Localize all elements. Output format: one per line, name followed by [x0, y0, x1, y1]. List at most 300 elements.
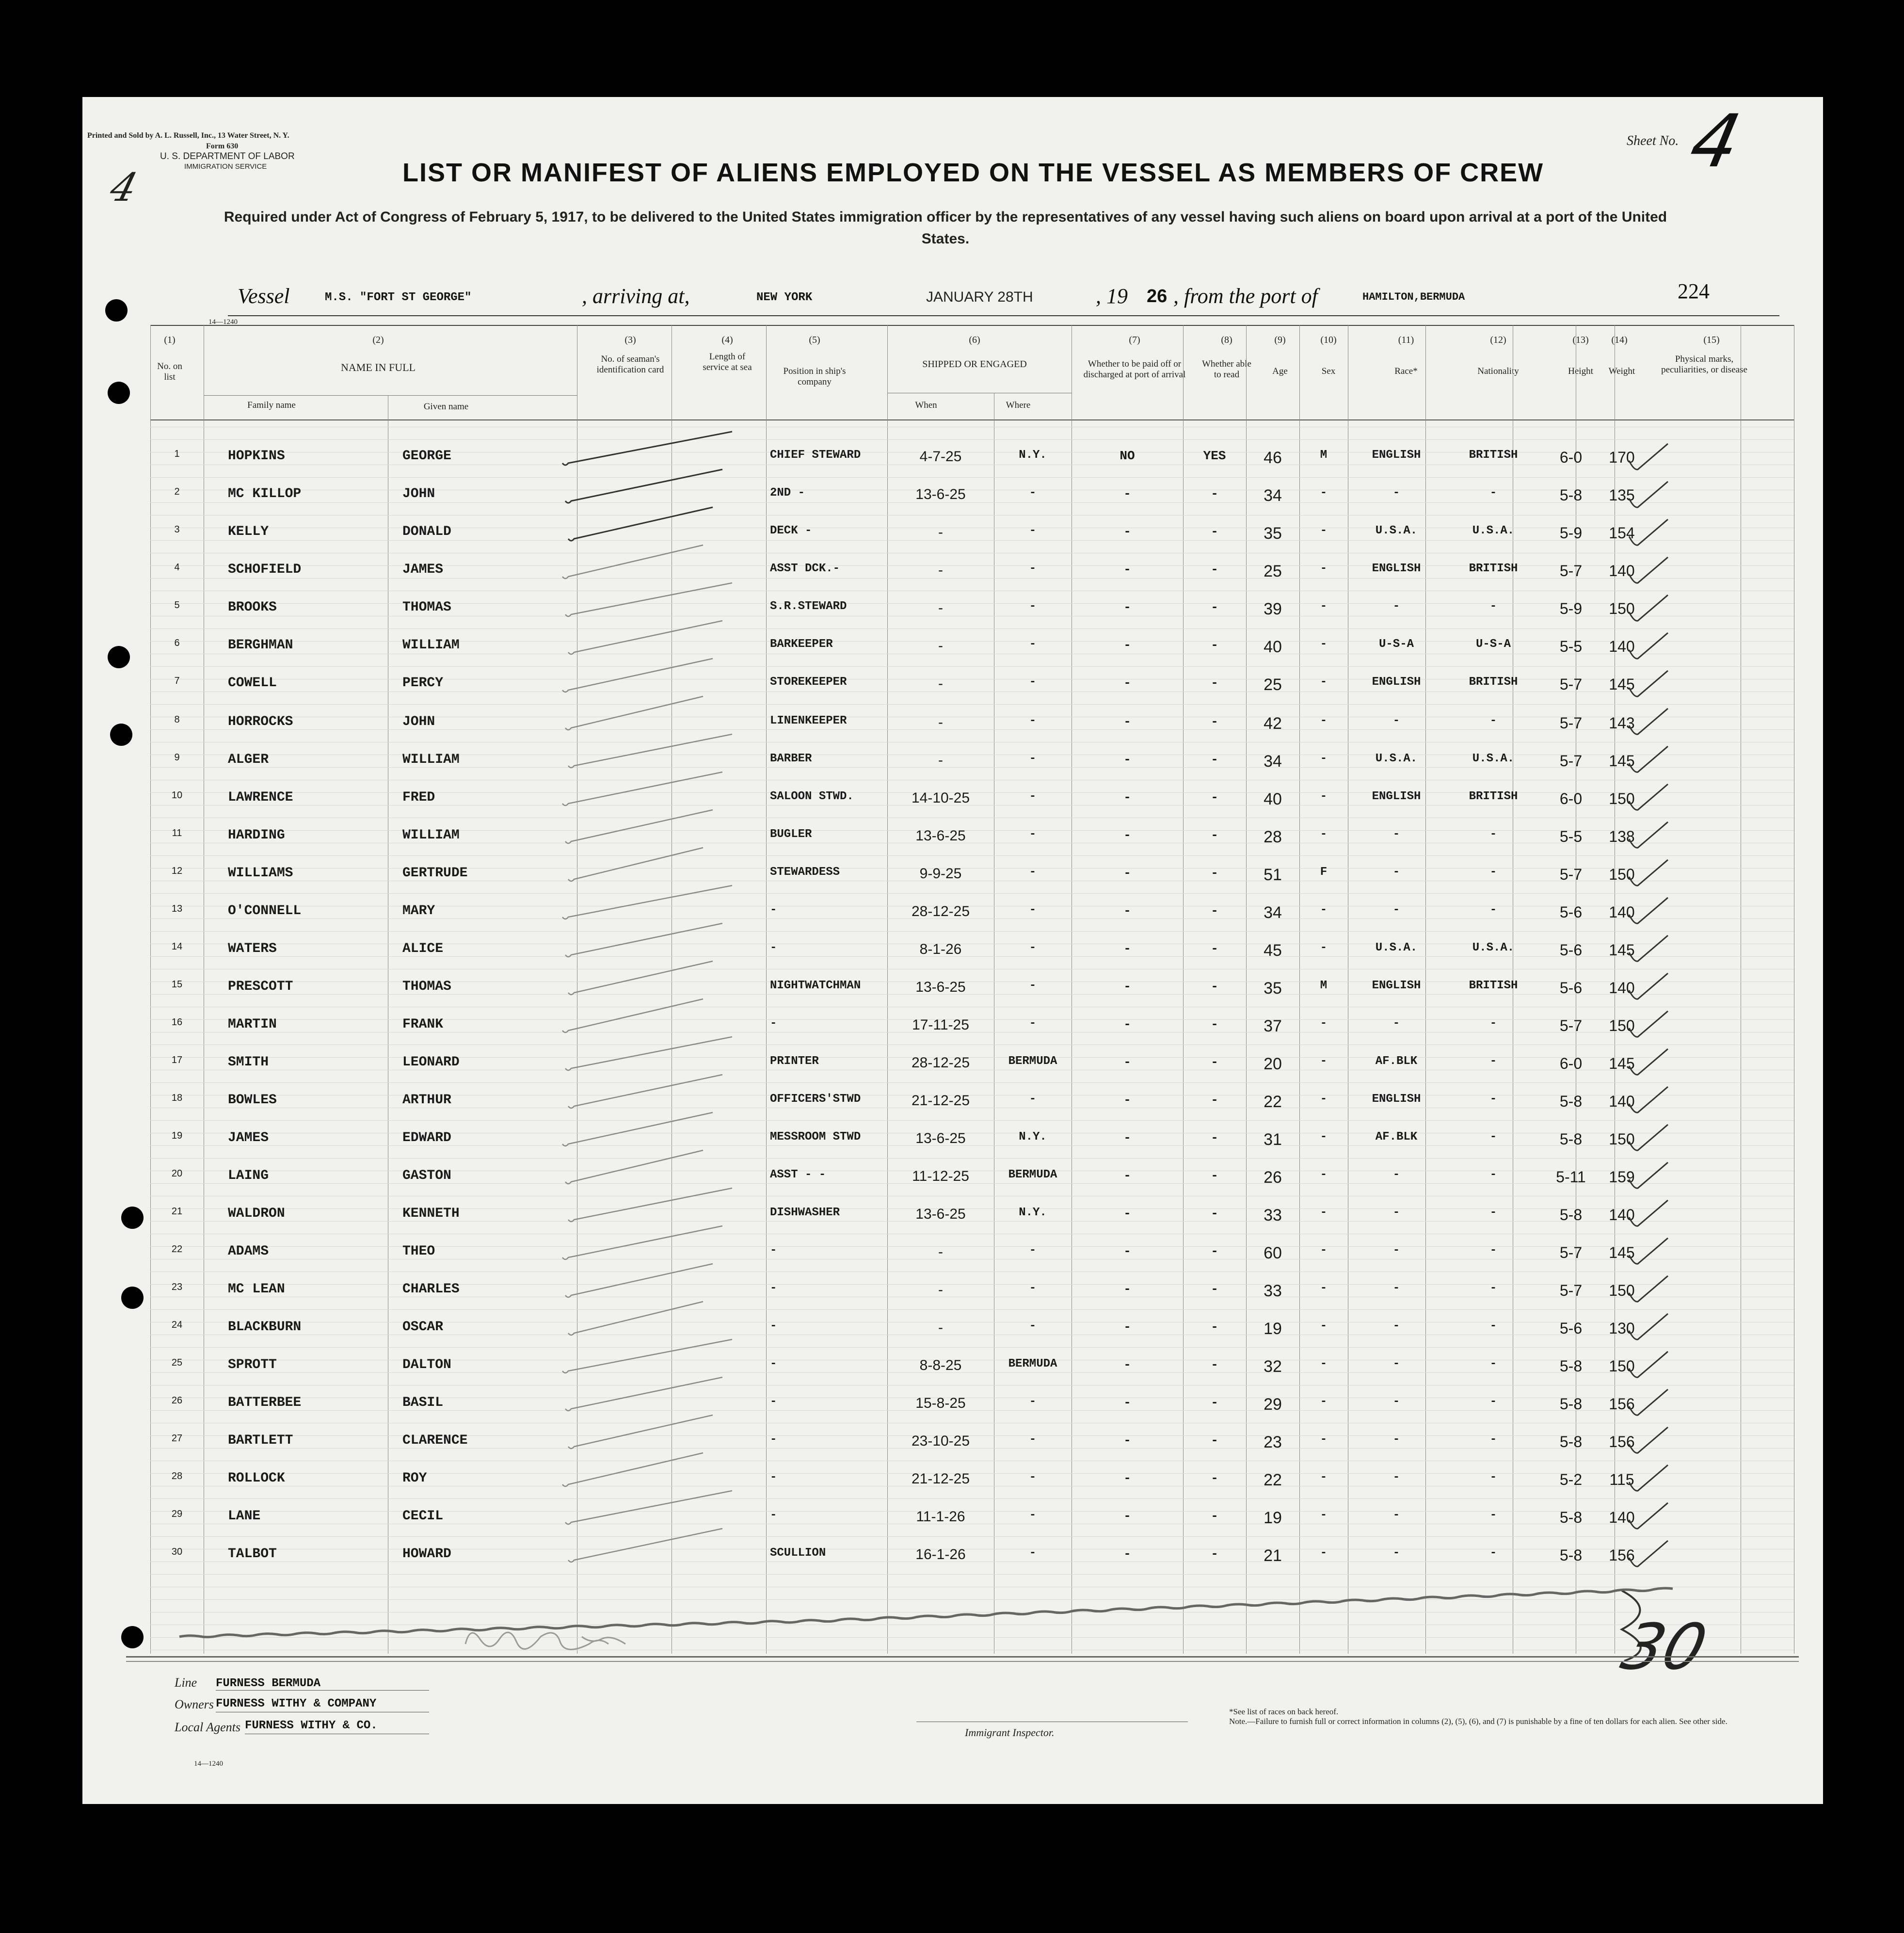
cell-weight: 135 [1609, 486, 1635, 504]
cell-position: SCULLION [770, 1546, 826, 1560]
cell-height: 5-8 [1559, 1546, 1583, 1564]
cell-race: - [1392, 1244, 1400, 1257]
cell-no: 3 [174, 524, 180, 535]
age-header: Age [1272, 366, 1288, 376]
cell-when: - [938, 676, 943, 692]
cell-race: - [1392, 600, 1400, 613]
vessel-name: M.S. "FORT ST GEORGE" [325, 291, 472, 304]
cell-given: JOHN [402, 714, 435, 729]
form-code-top: 14—1240 [208, 318, 238, 326]
pencil-tick-mark [565, 1377, 722, 1411]
cell-race: - [1392, 714, 1400, 727]
cell-weight: 140 [1609, 638, 1635, 655]
col-14-number: (14) [1611, 335, 1628, 345]
cell-paid: - [1123, 600, 1131, 614]
cell-paid: - [1123, 1017, 1131, 1031]
cell-paid: - [1123, 1206, 1131, 1221]
cell-age: 42 [1264, 714, 1282, 733]
department: U. S. DEPARTMENT OF LABOR [160, 151, 295, 161]
cell-no: 17 [171, 1055, 183, 1065]
arriving-port: NEW YORK [756, 291, 813, 304]
cell-race: - [1392, 1433, 1400, 1446]
cell-weight: 156 [1609, 1395, 1635, 1413]
marks-header: Physical marks, peculiarities, or disease [1661, 354, 1747, 375]
cell-position: NIGHTWATCHMAN [770, 979, 861, 992]
form-code-bottom: 14—1240 [194, 1760, 223, 1768]
cell-family: LANE [228, 1509, 261, 1524]
cell-no: 14 [171, 941, 183, 952]
cell-sex: - [1320, 1055, 1328, 1068]
cell-no: 13 [171, 903, 183, 914]
cell-where: - [1029, 1244, 1037, 1257]
cell-given: FRANK [402, 1017, 444, 1032]
sheet-number: 4 [1683, 99, 1747, 184]
cell-family: BATTERBEE [228, 1395, 302, 1410]
cell-nat: - [1489, 828, 1497, 841]
cell-no: 27 [171, 1433, 183, 1444]
cell-age: 29 [1264, 1395, 1282, 1414]
cell-position: PRINTER [770, 1055, 819, 1068]
cell-where: - [1029, 1433, 1037, 1446]
cell-given: BASIL [402, 1395, 444, 1410]
cell-height: 5-2 [1559, 1471, 1583, 1488]
cell-height: 5-5 [1559, 638, 1583, 655]
cell-weight: 143 [1609, 714, 1635, 732]
cell-given: GEORGE [402, 449, 451, 464]
cell-nat: U.S.A. [1472, 941, 1515, 954]
col-10-number: (10) [1320, 335, 1337, 345]
check-mark-icon [1629, 822, 1668, 848]
cell-age: 60 [1264, 1244, 1282, 1262]
cell-sex: - [1320, 1509, 1328, 1522]
col-2-number: (2) [372, 335, 384, 345]
col-7-header: Whether to be paid off or discharged at port of arrival [1083, 359, 1186, 380]
cell-sex: - [1320, 1395, 1328, 1408]
cell-position: - [770, 1471, 777, 1484]
cell-height: 5-8 [1559, 1433, 1583, 1450]
cell-height: 5-8 [1559, 1206, 1583, 1224]
cell-position: - [770, 1509, 777, 1522]
check-mark-icon [1629, 557, 1668, 583]
cell-race: - [1392, 1206, 1400, 1219]
cell-where: BERMUDA [1008, 1357, 1057, 1370]
cell-paid: - [1123, 714, 1131, 729]
cell-when: 14-10-25 [911, 790, 970, 806]
cell-age: 31 [1264, 1130, 1282, 1149]
cell-race: - [1392, 903, 1400, 917]
col-11-number: (11) [1398, 335, 1414, 345]
col-8-number: (8) [1221, 335, 1232, 345]
weight-header: Weight [1608, 366, 1635, 376]
cell-sex: - [1320, 714, 1328, 727]
cell-height: 5-7 [1559, 1282, 1583, 1299]
cell-family: BARTLETT [228, 1433, 293, 1448]
cell-race: ENGLISH [1372, 676, 1421, 689]
check-mark-icon [1629, 1125, 1668, 1150]
where-header: Where [1006, 400, 1031, 410]
cell-no: 2 [174, 486, 180, 497]
cell-where: - [1029, 790, 1037, 803]
cell-given: THOMAS [402, 979, 451, 994]
cell-family: KELLY [228, 524, 269, 539]
cell-where: - [1029, 903, 1037, 917]
cell-height: 5-7 [1559, 752, 1583, 770]
cell-where: - [1029, 524, 1037, 537]
from-port: HAMILTON,BERMUDA [1362, 291, 1465, 303]
cell-height: 5-7 [1559, 562, 1583, 580]
check-mark-icon [1629, 1276, 1668, 1302]
handwritten-marks [82, 97, 1823, 1804]
col-1-number: (1) [164, 335, 176, 345]
cell-when: 9-9-25 [919, 866, 962, 882]
cell-height: 5-5 [1559, 828, 1583, 845]
cell-position: OFFICERS'STWD [770, 1093, 861, 1106]
cell-where: N.Y. [1019, 449, 1047, 462]
cell-race: - [1392, 486, 1400, 499]
cell-family: SCHOFIELD [228, 562, 302, 577]
cell-sex: - [1320, 790, 1328, 803]
pencil-tick-mark [562, 432, 732, 465]
cell-read: - [1211, 486, 1218, 501]
cell-weight: 145 [1609, 1244, 1635, 1261]
cell-when: 11-12-25 [912, 1168, 969, 1184]
cell-when: 17-11-25 [912, 1017, 969, 1033]
pencil-tick-mark [568, 507, 713, 541]
nationality-header: Nationality [1477, 366, 1519, 376]
cell-no: 12 [171, 866, 183, 876]
owners-value: FURNESS WITHY & COMPANY [216, 1697, 377, 1710]
cell-paid: - [1123, 866, 1131, 880]
cell-age: 19 [1264, 1320, 1282, 1338]
col-3-number: (3) [624, 335, 636, 345]
check-mark-icon [1629, 1087, 1668, 1112]
cell-race: U.S.A. [1375, 752, 1418, 765]
cell-weight: 150 [1609, 790, 1635, 807]
cell-weight: 150 [1609, 1017, 1635, 1034]
cell-given: DONALD [402, 524, 451, 539]
cell-weight: 150 [1609, 1130, 1635, 1148]
cell-nat: - [1489, 1017, 1497, 1030]
cell-position: MESSROOM STWD [770, 1130, 861, 1144]
cell-sex: - [1320, 1017, 1328, 1030]
cell-age: 34 [1264, 486, 1282, 505]
cell-race: U-S-A [1378, 638, 1414, 651]
agents-value: FURNESS WITHY & CO. [245, 1719, 378, 1732]
cell-given: KENNETH [402, 1206, 460, 1221]
cell-race: - [1392, 1509, 1400, 1522]
pencil-tick-mark [565, 583, 732, 616]
pencil-tick-mark [565, 1264, 713, 1297]
cell-where: - [1029, 866, 1037, 879]
cell-read: YES [1203, 449, 1226, 463]
binder-hole [121, 1287, 144, 1309]
cell-when: 23-10-25 [911, 1433, 970, 1449]
cell-no: 28 [171, 1471, 183, 1482]
cell-nat: U.S.A. [1472, 524, 1515, 537]
cell-race: AF.BLK [1375, 1055, 1418, 1068]
cell-race: U.S.A. [1375, 524, 1418, 537]
cell-sex: - [1320, 752, 1328, 765]
cell-sex: - [1320, 1130, 1328, 1144]
cell-where: - [1029, 600, 1037, 613]
cell-no: 5 [174, 600, 180, 611]
cell-weight: 156 [1609, 1433, 1635, 1450]
cell-sex: - [1320, 1357, 1328, 1370]
cell-sex: M [1320, 449, 1328, 462]
cell-read: - [1211, 1546, 1218, 1561]
cell-sex: M [1320, 979, 1328, 992]
cell-nat: BRITISH [1469, 562, 1518, 575]
cell-when: - [938, 638, 943, 654]
cell-weight: 130 [1609, 1320, 1635, 1337]
cell-when: 11-1-26 [916, 1509, 965, 1525]
cell-paid: NO [1120, 449, 1135, 463]
binder-hole [121, 1207, 144, 1229]
cell-weight: 145 [1609, 676, 1635, 693]
cell-weight: 138 [1609, 828, 1635, 845]
cell-height: 5-9 [1559, 524, 1583, 542]
cell-read: - [1211, 1433, 1218, 1448]
check-mark-icon [1629, 1352, 1668, 1377]
cell-sex: - [1320, 1168, 1328, 1181]
pencil-tick-mark [562, 772, 722, 805]
cell-sex: - [1320, 676, 1328, 689]
cell-sex: - [1320, 1093, 1328, 1106]
cell-sex: - [1320, 1244, 1328, 1257]
pencil-tick-mark [565, 810, 713, 843]
cell-paid: - [1123, 1433, 1131, 1448]
cell-nat: - [1489, 1509, 1497, 1522]
cell-height: 5-6 [1559, 979, 1583, 997]
cell-when: 13-6-25 [915, 486, 966, 502]
cell-paid: - [1123, 1055, 1131, 1069]
list-number: 224 [1678, 279, 1710, 303]
cell-paid: - [1123, 676, 1131, 690]
cell-age: 28 [1264, 828, 1282, 846]
cell-read: - [1211, 941, 1218, 956]
cell-paid: - [1123, 562, 1131, 577]
cell-where: - [1029, 1282, 1037, 1295]
cell-where: - [1029, 714, 1037, 727]
cell-read: - [1211, 1395, 1218, 1410]
cell-family: BLACKBURN [228, 1320, 302, 1335]
cell-given: PERCY [402, 676, 444, 691]
cell-given: MARY [402, 903, 435, 918]
col-6-header: SHIPPED OR ENGAGED [922, 359, 1027, 370]
cell-position: - [770, 903, 777, 917]
cell-when: 13-6-25 [915, 979, 966, 995]
cell-read: - [1211, 1168, 1218, 1183]
cell-read: - [1211, 1055, 1218, 1069]
binder-hole [108, 646, 130, 668]
cell-weight: 150 [1609, 1357, 1635, 1375]
cell-family: MC LEAN [228, 1282, 285, 1297]
cell-position: - [770, 1244, 777, 1257]
cell-when: 13-6-25 [915, 828, 966, 844]
cell-height: 5-8 [1559, 1130, 1583, 1148]
cell-age: 46 [1264, 449, 1282, 467]
cell-weight: 140 [1609, 1093, 1635, 1110]
cell-no: 7 [174, 676, 180, 686]
cell-where: - [1029, 828, 1037, 841]
cell-weight: 115 [1609, 1471, 1634, 1488]
cell-where: - [1029, 1509, 1037, 1522]
cell-given: CHARLES [402, 1282, 460, 1297]
cell-paid: - [1123, 1320, 1131, 1334]
col-4-header: Length of service at sea [703, 352, 752, 372]
pencil-tick-mark [562, 659, 713, 692]
cell-no: 1 [174, 449, 180, 459]
cell-weight: 145 [1609, 1055, 1635, 1072]
agents-label: Local Agents [175, 1720, 241, 1734]
col-7-number: (7) [1129, 335, 1140, 345]
check-mark-icon [1629, 1503, 1668, 1529]
cell-race: - [1392, 1546, 1400, 1560]
cell-no: 26 [171, 1395, 183, 1406]
cell-family: TALBOT [228, 1546, 277, 1562]
col-2-header: NAME IN FULL [341, 361, 416, 373]
pencil-tick-mark [565, 696, 703, 730]
cell-no: 29 [171, 1509, 183, 1519]
check-mark-icon [1629, 1049, 1668, 1075]
cell-sex: - [1320, 903, 1328, 917]
penalty-note: Note.—Failure to furnish full or correct information in columns (2), (5), (6), and (7) is punishable by a fine of ten dollars for each alien. See other side. [1229, 1717, 1728, 1726]
cell-nat: - [1489, 1282, 1497, 1295]
year-prefix: , 19 [1096, 284, 1128, 308]
cell-height: 5-11 [1556, 1168, 1586, 1186]
cell-race: - [1392, 828, 1400, 841]
cell-age: 25 [1264, 676, 1282, 694]
cell-family: COWELL [228, 676, 277, 691]
check-mark-icon [1629, 898, 1668, 923]
cell-where: - [1029, 1395, 1037, 1408]
cell-weight: 170 [1609, 449, 1635, 466]
cell-paid: - [1123, 1471, 1131, 1485]
check-mark-icon [1629, 1162, 1668, 1188]
cell-nat: - [1489, 1546, 1497, 1560]
cell-where: BERMUDA [1008, 1168, 1057, 1181]
cell-nat: - [1489, 1395, 1497, 1408]
cell-no: 8 [174, 714, 180, 725]
cell-read: - [1211, 903, 1218, 918]
cell-paid: - [1123, 1357, 1131, 1372]
cell-position: ASST - - [770, 1168, 826, 1181]
cell-height: 6-0 [1559, 449, 1583, 466]
cell-nat: - [1489, 1433, 1497, 1446]
cell-read: - [1211, 1093, 1218, 1107]
cell-age: 32 [1264, 1357, 1282, 1376]
races-note: *See list of races on back hereof. [1229, 1707, 1339, 1716]
cell-race: - [1392, 1471, 1400, 1484]
cell-where: BERMUDA [1008, 1055, 1057, 1068]
cell-weight: 150 [1609, 600, 1635, 617]
cell-position: BARBER [770, 752, 812, 765]
cell-given: GERTRUDE [402, 866, 468, 881]
family-name-header: Family name [247, 400, 296, 410]
pencil-tick-mark [565, 923, 722, 957]
cell-weight: 140 [1609, 1509, 1635, 1526]
cell-sex: - [1320, 1471, 1328, 1484]
cell-given: OSCAR [402, 1320, 444, 1335]
cell-race: ENGLISH [1372, 790, 1421, 803]
cell-where: - [1029, 486, 1037, 499]
cell-given: WILLIAM [402, 828, 460, 843]
cell-age: 37 [1264, 1017, 1282, 1035]
cell-position: LINENKEEPER [770, 714, 847, 727]
cell-read: - [1211, 1320, 1218, 1334]
cell-read: - [1211, 562, 1218, 577]
cell-given: CLARENCE [402, 1433, 468, 1448]
cell-no: 24 [171, 1320, 183, 1330]
cell-read: - [1211, 1206, 1218, 1221]
cell-given: JAMES [402, 562, 444, 577]
cell-height: 5-8 [1559, 486, 1583, 504]
check-mark-icon [1629, 1200, 1668, 1226]
cell-position: - [770, 1282, 777, 1295]
cell-sex: - [1320, 1282, 1328, 1295]
cell-position: ASST DCK.- [770, 562, 840, 575]
cell-position: BUGLER [770, 828, 812, 841]
margin-handwritten-mark: 4 [105, 165, 143, 210]
cell-age: 33 [1264, 1206, 1282, 1224]
cell-height: 5-9 [1559, 600, 1583, 617]
check-mark-icon [1629, 482, 1668, 507]
cell-paid: - [1123, 1130, 1131, 1145]
cell-height: 5-6 [1559, 903, 1583, 921]
cell-where: - [1029, 1546, 1037, 1560]
cell-paid: - [1123, 903, 1131, 918]
cell-age: 45 [1264, 941, 1282, 960]
binder-hole [121, 1626, 144, 1648]
check-mark-icon [1629, 1427, 1668, 1453]
cell-position: S.R.STEWARD [770, 600, 847, 613]
cell-height: 6-0 [1559, 1055, 1583, 1072]
vessel-label: Vessel [238, 284, 290, 308]
cell-nat: - [1489, 1168, 1497, 1181]
cell-race: AF.BLK [1375, 1130, 1418, 1144]
cell-race: ENGLISH [1372, 562, 1421, 575]
cell-race: - [1392, 866, 1400, 879]
cell-nat: - [1489, 1206, 1497, 1219]
cell-sex: F [1320, 866, 1328, 879]
pencil-tick-mark [562, 1226, 722, 1259]
check-mark-icon [1629, 633, 1668, 659]
cell-nat: - [1489, 903, 1497, 917]
col-8-header: Whether able to read [1202, 359, 1251, 380]
total-annotation: 30 [1614, 1610, 1714, 1684]
cell-given: GASTON [402, 1168, 451, 1183]
cell-no: 22 [171, 1244, 183, 1255]
cell-weight: 140 [1609, 562, 1635, 580]
cell-race: - [1392, 1357, 1400, 1370]
check-mark-icon [1629, 1465, 1668, 1491]
cell-when: - [938, 752, 943, 768]
cell-height: 5-8 [1559, 1093, 1583, 1110]
cell-family: SMITH [228, 1055, 269, 1070]
printer-line: Printed and Sold by A. L. Russell, Inc., 13 Water Street, N. Y. [87, 131, 289, 140]
cell-given: THOMAS [402, 600, 451, 615]
cell-no: 11 [172, 828, 182, 838]
pencil-tick-mark [568, 1529, 722, 1562]
cell-paid: - [1123, 790, 1131, 805]
cell-age: 26 [1264, 1168, 1282, 1187]
cell-when: 13-6-25 [915, 1206, 966, 1222]
cell-sex: - [1320, 600, 1328, 613]
col-4-number: (4) [721, 335, 733, 345]
cell-read: - [1211, 1282, 1218, 1296]
pencil-tick-mark [562, 1339, 732, 1373]
cell-family: BERGHMAN [228, 638, 293, 653]
